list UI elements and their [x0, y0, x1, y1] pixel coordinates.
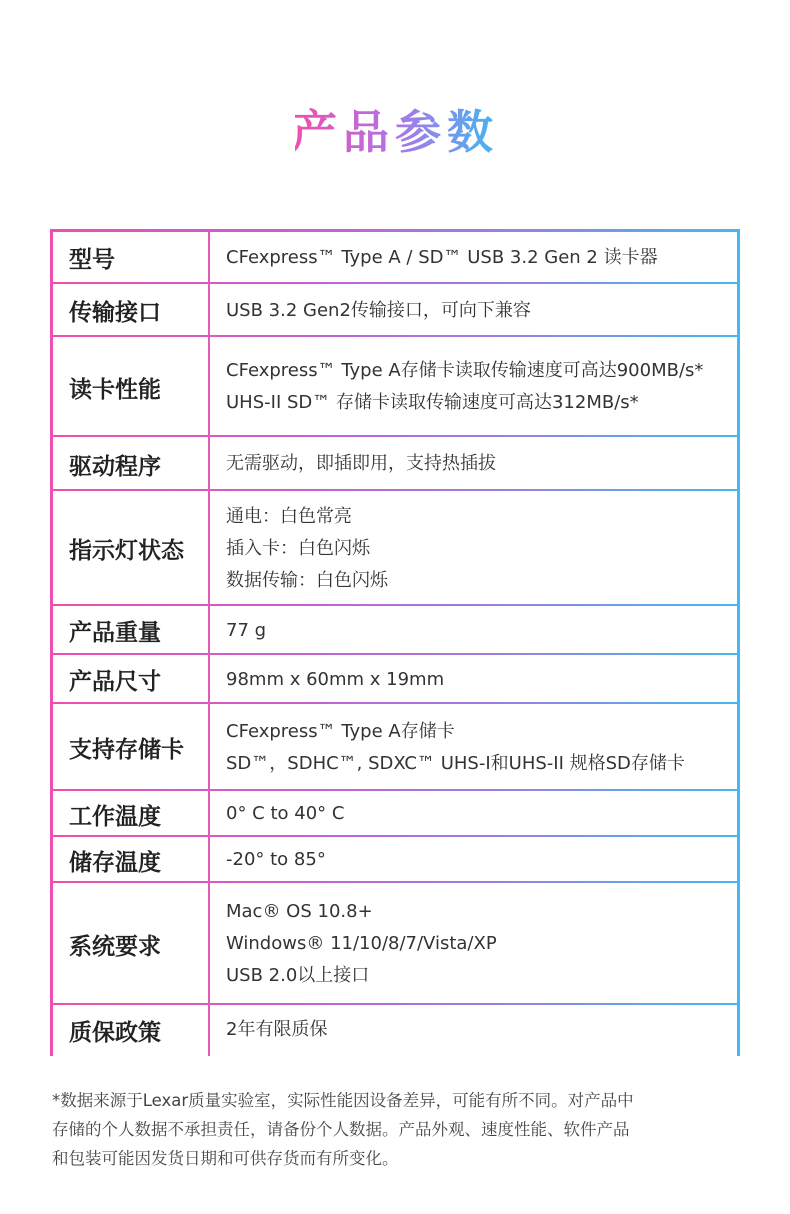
page-title: 产品参数: [0, 100, 790, 164]
spec-value: [209, 337, 737, 437]
spec-value-line: -20° to 85°: [226, 849, 326, 870]
spec-row: [53, 883, 737, 1005]
spec-value-line: UHS-II SD™ 存储卡读取传输速度可高达312MB/s*: [226, 392, 639, 413]
spec-value: [209, 437, 737, 491]
spec-label: 驱动程序: [53, 437, 209, 491]
footnote-line: *数据来源于Lexar质量实验室，实际性能因设备差异，可能有所不同。对产品中: [52, 1091, 634, 1110]
spec-value: [209, 491, 737, 606]
spec-row: [53, 655, 737, 704]
spec-label: 质保政策: [53, 1005, 209, 1055]
spec-value-line: Windows® 11/10/8/7/Vista/XP: [226, 933, 497, 954]
spec-value-line: 数据传输：白色闪烁: [226, 569, 388, 591]
spec-value-line: CFexpress™ Type A / SD™ USB 3.2 Gen 2 读卡器: [226, 246, 658, 268]
spec-value: [209, 883, 737, 1005]
spec-row: [53, 837, 737, 883]
spec-value-line: Mac® OS 10.8+: [226, 901, 373, 922]
spec-value: [209, 232, 737, 284]
spec-row: [53, 791, 737, 837]
spec-row: [53, 437, 737, 491]
spec-label: 指示灯状态: [53, 491, 209, 606]
spec-value-line: CFexpress™ Type A存储卡: [226, 720, 455, 742]
spec-value: [209, 1005, 737, 1055]
spec-value-line: 0° C to 40° C: [226, 803, 345, 824]
spec-value-line: 98mm x 60mm x 19mm: [226, 668, 445, 690]
spec-row: [53, 232, 737, 284]
spec-row: [53, 704, 737, 791]
footnote-line: 和包装可能因发货日期和可供存货而有所变化。: [52, 1149, 399, 1168]
spec-label: 支持存储卡: [53, 704, 209, 791]
spec-row: [53, 1005, 737, 1055]
spec-label: 工作温度: [53, 791, 209, 837]
spec-row: [53, 284, 737, 337]
spec-value: [209, 655, 737, 704]
spec-label: 系统要求: [53, 883, 209, 1005]
spec-label: 储存温度: [53, 837, 209, 883]
spec-value-line: 无需驱动，即插即用，支持热插拔: [226, 453, 496, 474]
spec-value-line: USB 2.0以上接口: [226, 965, 370, 986]
spec-value-line: CFexpress™ Type A存储卡读取传输速度可高达900MB/s*: [226, 360, 704, 381]
spec-table: [53, 232, 737, 1056]
spec-value: [209, 284, 737, 337]
spec-table-body: [53, 232, 737, 1055]
spec-label: 产品重量: [53, 606, 209, 655]
spec-row: [53, 337, 737, 437]
spec-table-frame: [50, 229, 740, 1056]
footnote-line: 存储的个人数据不承担责任，请备份个人数据。产品外观、速度性能、软件产品: [52, 1120, 630, 1139]
spec-value-line: SD™，SDHC™, SDXC™ UHS-I和UHS-II 规格SD存储卡: [226, 752, 685, 774]
spec-row: [53, 606, 737, 655]
spec-value-line: 通电：白色常亮: [226, 505, 352, 527]
spec-row: [53, 491, 737, 606]
spec-label: 型号: [53, 232, 209, 284]
spec-value-line: 2年有限质保: [226, 1019, 328, 1040]
disclaimer-footnote: [52, 1086, 742, 1173]
spec-label: 读卡性能: [53, 337, 209, 437]
spec-value: [209, 606, 737, 655]
spec-value: [209, 837, 737, 883]
spec-value-line: USB 3.2 Gen2传输接口，可向下兼容: [226, 299, 531, 321]
spec-value: [209, 704, 737, 791]
spec-label: 传输接口: [53, 284, 209, 337]
spec-label: 产品尺寸: [53, 655, 209, 704]
spec-value-line: 77 g: [226, 619, 267, 641]
spec-value-line: 插入卡：白色闪烁: [226, 537, 370, 559]
spec-value: [209, 791, 737, 837]
